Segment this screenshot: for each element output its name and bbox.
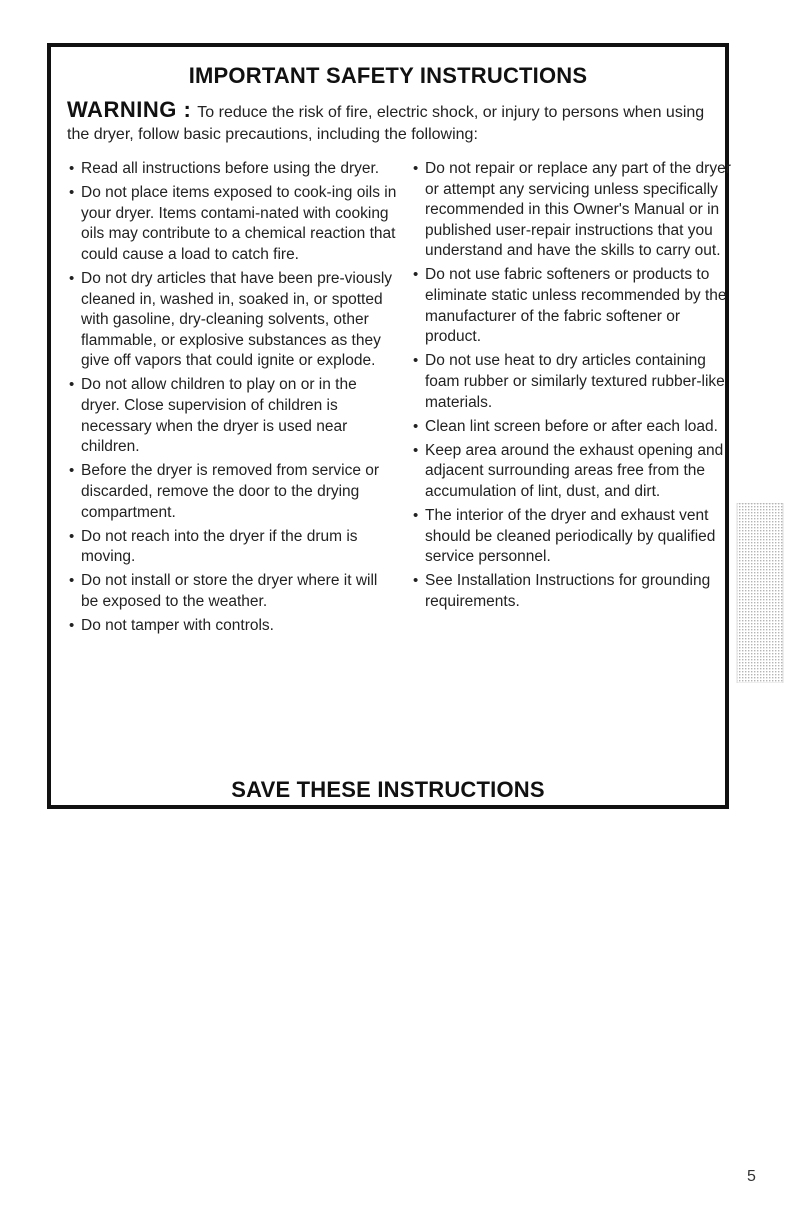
safety-title: IMPORTANT SAFETY INSTRUCTIONS xyxy=(188,63,588,88)
instruction-text: Do not reach into the dryer if the drum is moving. xyxy=(81,527,358,566)
instruction-text: The interior of the dryer and exhaust vent should be cleaned periodically by qualified service personnel. xyxy=(425,507,716,566)
instruction-item xyxy=(67,461,397,523)
instruction-item xyxy=(411,506,731,568)
instruction-text: Clean lint screen before or after each load. xyxy=(425,417,718,435)
bullet-icon: • xyxy=(69,527,75,545)
bullet-icon: • xyxy=(413,441,419,459)
instruction-item xyxy=(67,183,397,265)
instruction-item xyxy=(67,269,397,372)
instruction-text: Do not place items exposed to cook-ing oils in your dryer. Items contami-nated with cooking oils may contribute to a chemical reaction that could cause a load to catch fire. xyxy=(81,184,397,263)
section-edge-tab-marker xyxy=(733,503,785,683)
bullet-icon: • xyxy=(413,572,419,590)
instruction-item xyxy=(67,571,397,612)
page-number: 5 xyxy=(747,1168,756,1185)
instruction-item xyxy=(411,351,731,413)
instruction-text: Do not use heat to dry articles containing foam rubber or similarly textured rubber-like materials. xyxy=(425,352,725,411)
instruction-item xyxy=(411,571,731,612)
instruction-text: Do not use fabric softeners or products to eliminate static unless recommended by the manufacturer of the fabric softener or product. xyxy=(425,266,727,346)
save-instructions-title: SAVE THESE INSTRUCTIONS xyxy=(231,777,545,802)
bullet-icon: • xyxy=(413,266,419,284)
bullet-icon: • xyxy=(413,160,419,177)
warning-text: To reduce the risk of fire, electric shock, or injury to persons when using the dryer, follow basic precautions, including the following: xyxy=(67,104,705,143)
bullet-icon: • xyxy=(69,572,75,590)
bullet-icon: • xyxy=(413,352,419,370)
edge-tab-graphic xyxy=(733,503,785,683)
instruction-item xyxy=(67,159,397,180)
instruction-item xyxy=(67,375,397,457)
bullet-icon: • xyxy=(69,462,75,480)
instruction-text: Do not install or store the dryer where it will be exposed to the weather. xyxy=(81,572,378,610)
bullet-icon: • xyxy=(413,417,419,435)
instruction-text: Do not tamper with controls. xyxy=(81,616,274,634)
instruction-item xyxy=(67,616,397,637)
instruction-item xyxy=(67,527,397,568)
bullet-icon: • xyxy=(69,616,75,634)
safety-instructions-box xyxy=(47,43,729,809)
instruction-item xyxy=(411,159,731,262)
bullet-icon: • xyxy=(69,269,75,287)
instruction-item xyxy=(411,417,731,438)
instruction-text: Do not dry articles that have been pre-viously cleaned in, washed in, soaked in, or spotted with gasoline, dry-cleaning solvents, other flammable, or explosive substances as they give off vapors that could ignite or explode. xyxy=(81,269,393,370)
instruction-text: Before the dryer is removed from service or discarded, remove the door to the drying compartment. xyxy=(81,462,380,521)
bullet-icon: • xyxy=(69,376,75,394)
instruction-text: Do not allow children to play on or in the dryer. Close supervision of children is necessary when the dryer is used near children. xyxy=(81,376,357,456)
warning-label: WARNING : xyxy=(67,97,192,122)
right-instruction-column xyxy=(411,159,731,616)
left-instruction-column xyxy=(67,159,397,640)
bullet-icon: • xyxy=(69,184,75,202)
instruction-item xyxy=(411,265,731,347)
instruction-text: See Installation Instructions for grounding requirements. xyxy=(425,572,711,610)
bullet-icon: • xyxy=(413,507,419,524)
instruction-text: Read all instructions before using the dryer. xyxy=(81,160,380,177)
instruction-item xyxy=(411,441,731,503)
warning-paragraph xyxy=(67,99,717,146)
instruction-text: Keep area around the exhaust opening and adjacent surrounding areas free from the accumulation of lint, dust, and dirt. xyxy=(425,441,724,500)
instruction-text: Do not repair or replace any part of the dryer or attempt any servicing unless specifically recommended in this Owner's Manual or in published user-repair instructions that you understand and have the skills to carry out. xyxy=(425,160,731,260)
bullet-icon: • xyxy=(69,160,75,177)
